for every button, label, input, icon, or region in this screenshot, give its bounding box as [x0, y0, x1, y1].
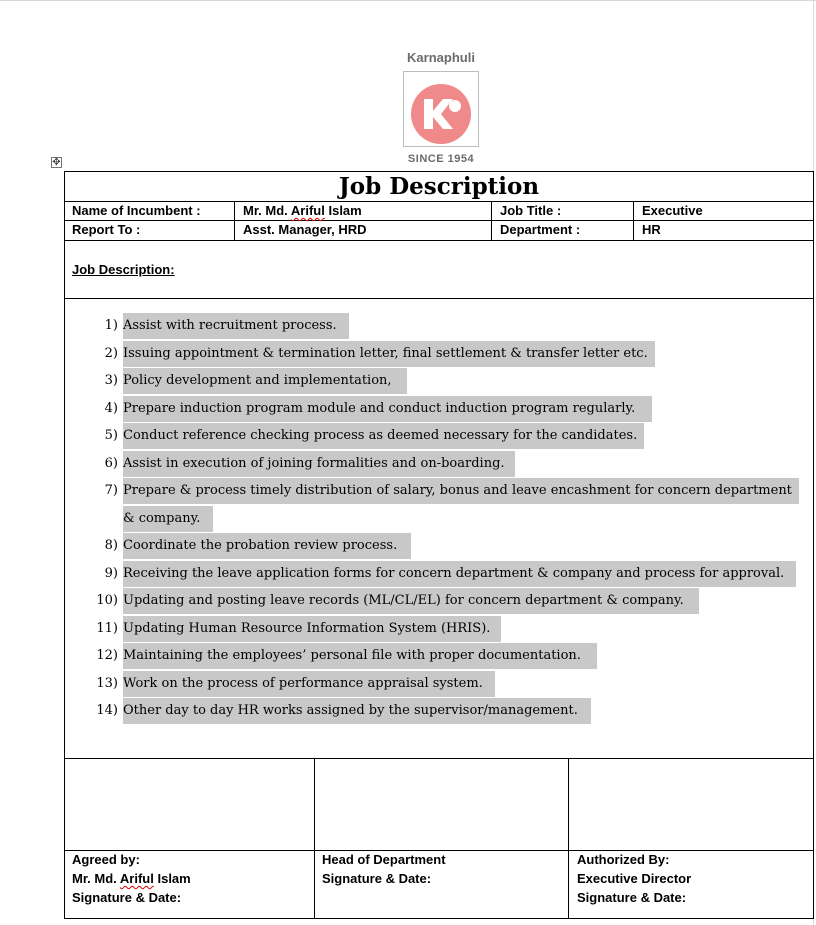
- duty-item-text: Prepare & process timely distribution of salary, bonus and leave encashment for concern department: [123, 483, 792, 498]
- section-label: Job Description:: [72, 262, 175, 277]
- duty-item-text: Other day to day HR works assigned by the supervisor/management.: [123, 703, 578, 718]
- authorized-signature-date: Signature & Date:: [577, 890, 687, 905]
- logo-since-text: SINCE 1954: [407, 153, 475, 165]
- agreed-by-block: [72, 850, 191, 907]
- duty-item-text: Coordinate the probation review process.: [123, 538, 398, 553]
- table-rule: [64, 220, 814, 221]
- duty-number: 7): [104, 483, 118, 498]
- agreed-name-first: Ariful: [119, 871, 154, 886]
- agreed-name-last: Islam: [153, 871, 191, 886]
- agreed-signature-date: Signature & Date:: [72, 890, 182, 905]
- duty-number: 8): [104, 538, 118, 553]
- duty-number: 3): [104, 373, 118, 388]
- duty-number: 10): [96, 593, 118, 608]
- duty-item-text: Work on the process of performance appraisal system.: [123, 675, 483, 691]
- page-edge: [0, 0, 816, 1]
- name-prefix: Mr. Md.: [243, 203, 291, 218]
- table-rule: [633, 201, 634, 240]
- table-rule: [234, 201, 235, 240]
- table-rule: [491, 201, 492, 240]
- name-value: [243, 202, 362, 220]
- agreed-by-label: Agreed by:: [72, 852, 140, 867]
- duty-number: 2): [104, 345, 118, 361]
- authorized-label: Authorized By:: [577, 852, 670, 867]
- department-value: HR: [642, 222, 661, 237]
- logo-frame: [403, 71, 479, 147]
- duty-item-text: Maintaining the employees’ personal file with proper documentation.: [123, 648, 581, 663]
- duty-item-text: Prepare induction program module and conduct induction program regularly.: [123, 400, 636, 416]
- duty-item-text: Assist with recruitment process.: [123, 318, 337, 333]
- table-move-handle-icon[interactable]: ✥: [52, 157, 61, 168]
- name-last: Islam: [324, 203, 362, 218]
- duty-number: 13): [96, 675, 118, 691]
- table-rule: [64, 298, 814, 299]
- duty-number: 6): [104, 455, 118, 471]
- document-title: Job Description: [338, 173, 540, 200]
- job-title-value: Executive: [642, 203, 703, 218]
- job-title-label: Job Title :: [500, 203, 562, 218]
- hod-signature-date: Signature & Date:: [322, 871, 432, 886]
- table-rule: [568, 758, 569, 919]
- duty-number: 14): [96, 703, 118, 718]
- authorized-role: Executive Director: [577, 871, 692, 886]
- department-label: Department :: [500, 222, 581, 237]
- duty-number: 4): [104, 400, 118, 416]
- duty-item-text: & company.: [123, 510, 201, 526]
- table-rule: [64, 240, 814, 241]
- hod-label: Head of Department: [322, 852, 446, 867]
- report-label: Report To :: [72, 222, 141, 237]
- kp-logo-icon: [411, 84, 471, 144]
- name-label: Name of Incumbent :: [72, 203, 201, 218]
- duty-number: 1): [104, 318, 118, 333]
- duty-item-text: Receiving the leave application forms for concern department & company and process for approval.: [123, 565, 785, 581]
- name-first: Ariful: [290, 203, 325, 218]
- logo-brand-text: Karnaphuli: [407, 50, 475, 65]
- duty-number: 12): [96, 648, 118, 663]
- agreed-name-prefix: Mr. Md.: [72, 871, 120, 886]
- duty-number: 11): [96, 620, 118, 636]
- duty-item-text: Issuing appointment & termination letter, final settlement & transfer letter etc.: [123, 345, 648, 361]
- duty-item-text: Updating Human Resource Information System (HRIS).: [123, 620, 491, 636]
- authorized-block: [577, 850, 691, 907]
- duty-item-text: Policy development and implementation,: [123, 373, 392, 388]
- table-rule: [64, 758, 814, 759]
- hod-block: [322, 850, 446, 888]
- duty-item-text: Assist in execution of joining formalities and on-boarding.: [123, 455, 505, 471]
- agreed-by-name: [72, 869, 191, 888]
- report-value: Asst. Manager, HRD: [243, 222, 367, 237]
- duty-number: 9): [104, 565, 118, 581]
- duty-item-text: Updating and posting leave records (ML/CL/EL) for concern department & company.: [123, 593, 684, 608]
- duty-number: 5): [104, 428, 118, 443]
- duty-item-text: Conduct reference checking process as deemed necessary for the candidates.: [123, 428, 638, 443]
- company-logo: [396, 50, 486, 170]
- table-rule: [314, 758, 315, 919]
